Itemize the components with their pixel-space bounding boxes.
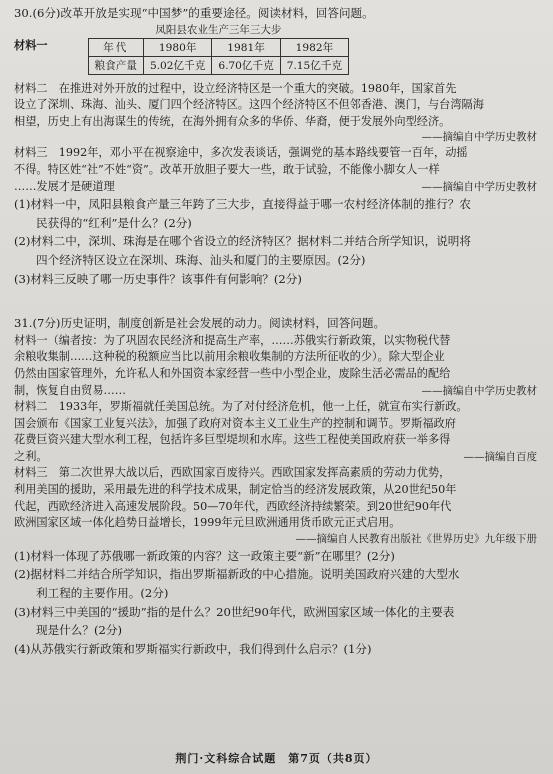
q31-m3-source: ——摘编自人民教育出版社《世界历史》九年级下册	[295, 532, 537, 545]
q30-table-wrap	[88, 23, 350, 75]
q31-material1	[14, 333, 541, 399]
table-header-row	[88, 38, 349, 56]
question-line: (2)材料二中，深圳、珠海是在哪个省设立的经济特区？据材料二并结合所学知识，说明将	[14, 234, 471, 249]
q31-m1-line: 材料一（编者按：为了巩固农民经济和提高生产率，……苏俄实行新政策，以实物税代替	[14, 333, 451, 347]
q30-m2-line: 相望，历史上有出海谋生的传统，在海外拥有众多的华侨、华裔，便于发展外向型经济。	[14, 114, 451, 128]
q30-header: 30.(6分)改革开放是实现“中国梦”的重要途径。阅读材料，回答问题。	[14, 6, 374, 20]
question-line: (4)从苏俄实行新政策和罗斯福实行新政中，我们得到什么启示？(1分)	[14, 641, 372, 656]
q31-m1-source: ——摘编自中学历史教材	[421, 385, 537, 398]
q30-table-title: 凤阳县农业生产三年三大步	[155, 23, 282, 36]
q31-m3-line: 材料三 第二次世界大战以后，西欧国家百废待兴。西欧国家发挥高素质的劳动力优势，	[14, 466, 451, 480]
table-row-label: 粮食产量	[88, 56, 143, 74]
q30-material3	[14, 145, 541, 195]
table-header-cell: 1980年	[143, 38, 211, 56]
q30-material2	[14, 81, 541, 146]
question-line: (2)据材料二并结合所学知识，指出罗斯福新政的中心措施。说明美国政府兴建的大型水	[14, 567, 460, 582]
q30-material1-label: 材料一	[14, 37, 48, 52]
grain-output-table	[88, 38, 350, 75]
table-header-cell: 1981年	[212, 38, 280, 56]
q31-m2-line: 材料二 1933年，罗斯福就任美国总统。为了对付经济危机，他一上任，就宣布实行新政。	[14, 400, 468, 414]
page-footer: 荆门·文科综合试题 第7页（共8页）	[175, 752, 378, 765]
q31-m1-line: 仍然由国家管理外，允许私人和外国资本家经营一些中小型企业，废除生活必需品的配给	[14, 366, 451, 380]
q30-m3-line: ……发展才是硬道理	[14, 179, 115, 193]
q31-m3-line: 欧洲国家区域一体化趋势日益增长，1999年元旦欧洲通用货币欧元正式启用。	[14, 516, 401, 530]
q31-material3	[14, 465, 541, 546]
q31-m1-line: 制，恢复自由贸易……	[14, 383, 126, 397]
question-line: 利工程的主要作用。(2分)	[36, 586, 169, 601]
question-line: (3)材料三反映了哪一历史事件？该事件有何影响？(2分)	[14, 271, 302, 286]
q30-m3-line: 材料三 1992年，邓小平在视察途中，多次发表谈话，强调党的基本路线要管一百年，动摇	[14, 146, 468, 160]
table-header-cell: 年代	[88, 38, 143, 56]
question-line: (1)材料一中，凤阳县粮食产量三年跨了三大步，直接得益于哪一农村经济体制的推行？农	[14, 197, 471, 212]
question-line: 现是什么？(2分)	[36, 623, 122, 638]
question-line: (1)材料一体现了苏俄哪一新政策的内容？这一政策主要“新”在哪里？(2分)	[14, 548, 395, 563]
table-cell: 6.70亿千克	[212, 56, 280, 74]
q30-m2-line: 设立了深圳、珠海、汕头、厦门四个经济特区。这四个经济特区不但邻香港、澳门，与台湾隔海	[14, 98, 484, 112]
q31-m3-line: 利用美国的援助，采用最先进的科学技术成果，制定恰当的经济发展政策，从20世纪50年	[14, 483, 457, 497]
q31-m2-line: 花费巨资兴建大型水利工程，包括许多巨型堤坝和水库。这些工程使美国政府获一举多得	[14, 433, 451, 447]
table-row	[88, 56, 349, 74]
question-line: 四个经济特区设立在深圳、珠海、汕头和厦门的主要原因。(2分)	[36, 252, 366, 267]
q31-m3-line: 代起，西欧经济进入高速发展阶段。50—70年代，西欧经济持续繁荣。到20世纪90年代	[14, 499, 452, 513]
q31-header: 31.(7分)历史证明，制度创新是社会发展的动力。阅读材料，回答问题。	[14, 316, 386, 331]
table-header-cell: 1982年	[280, 38, 348, 56]
question-line: (3)材料三中美国的“援助”指的是什么？20世纪90年代，欧洲国家区域一体化的主要表	[14, 604, 455, 619]
q31-m2-source: ——摘编自百度	[463, 451, 537, 464]
q30-m2-source: ——摘编自中学历史教材	[421, 131, 537, 144]
q31-material2	[14, 399, 541, 465]
q30-material1	[14, 23, 541, 75]
q31-m1-line: 余粮收集制……这种税的税额应当比以前用余粮收集制的方法所征收的少）。除大型企业	[14, 350, 445, 364]
q31-m2-line: 之利。	[14, 449, 48, 463]
q30-m3-source: ——摘编自中学历史教材	[421, 181, 537, 194]
q30-m3-line: 不得。特区姓“社”不姓“资”。改革开放胆子要大一些，敢于试验，不能像小脚女人一样	[14, 162, 440, 176]
q31-m2-line: 国会颁布《国家工业复兴法》，加强了政府对资本主义工业生产的控制和调节。罗斯福政府	[14, 416, 456, 430]
q30-questions	[14, 195, 541, 288]
q31-questions	[14, 547, 541, 659]
q30-m2-line: 材料二 在推进对外开放的过程中，设立经济特区是一个重大的突破。1980年，国家首先	[14, 81, 457, 95]
table-cell: 5.02亿千克	[143, 56, 211, 74]
question-line: 民获得的“红利”是什么？(2分)	[36, 215, 192, 230]
table-cell: 7.15亿千克	[280, 56, 348, 74]
